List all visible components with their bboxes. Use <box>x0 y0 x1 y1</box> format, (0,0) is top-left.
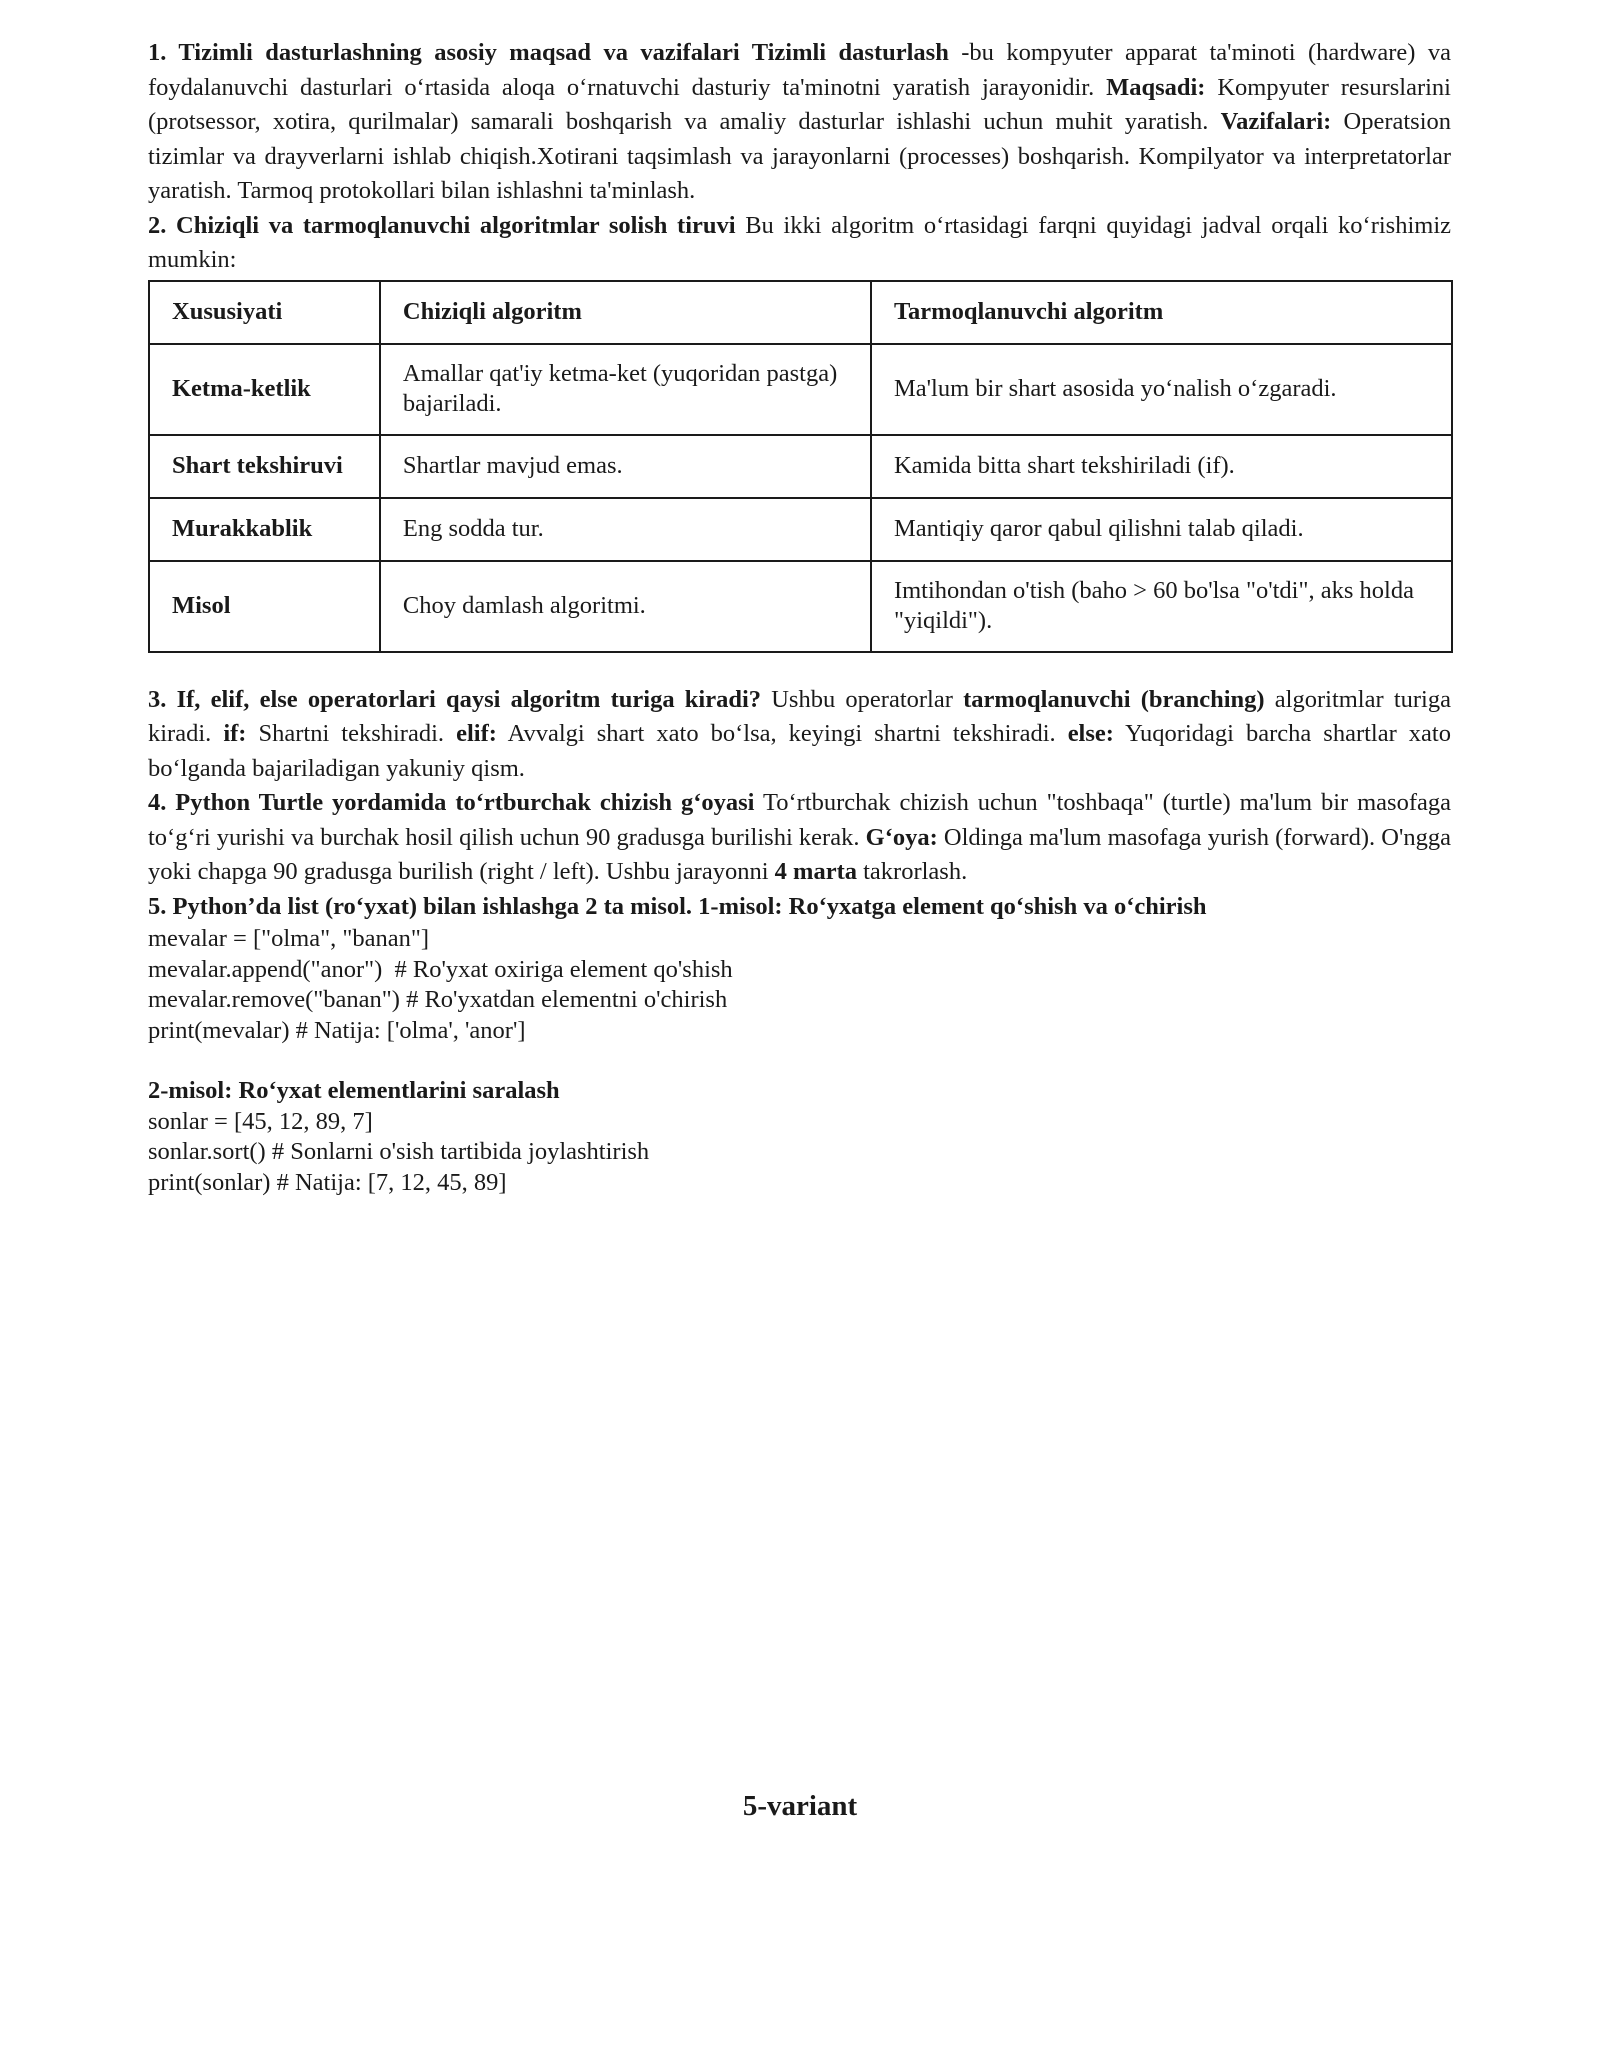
section-1-heading: 1. Tizimli dasturlashning asosiy maqsad va vazifalari Tizimli dasturlash <box>148 39 949 66</box>
table-row <box>149 498 1452 561</box>
table-cell: Mantiqiy qaror qabul qilishni talab qiladi. <box>871 498 1452 561</box>
table-header-cell: Xususiyati <box>149 281 380 344</box>
code-line: print(sonlar) # Natija: [7, 12, 45, 89] <box>148 1168 507 1196</box>
table-cell: Imtihondan o'tish (baho > 60 bo'lsa "o'tdi", aks holda "yiqildi"). <box>871 561 1452 652</box>
code-line: print(mevalar) # Natija: ['olma', 'anor'] <box>148 1016 526 1044</box>
comparison-table <box>148 280 1453 653</box>
table-cell: Shartlar mavjud emas. <box>380 435 871 498</box>
code-line: sonlar.sort() # Sonlarni o'sish tartibida joylashtirish <box>148 1138 650 1165</box>
table-row <box>149 344 1452 435</box>
section-3-paragraph: 3. If, elif, else operatorlari qaysi algoritm turiga kiradi? Ushbu operatorlar tarmoqlanuvchi (branching) algoritmlar turiga kiradi. if: Shartni tekshiradi. elif: Avvalgi shart xato bo‘lsa, keyingi shartni tekshiradi. else: Yuqoridagi barcha shartlar xato bo‘lganda bajariladigan yakuniy qism. <box>148 685 1451 782</box>
section-3-heading: 3. If, elif, else operatorlari qaysi algoritm turiga kiradi? <box>148 685 762 713</box>
code-example-2 <box>148 1076 1451 1198</box>
table-row <box>149 561 1452 652</box>
example-2-heading: 2-misol: Ro‘yxat elementlarini saralash <box>148 1077 560 1104</box>
section-4-paragraph: 4. Python Turtle yordamida to‘rtburchak chizish g‘oyasi To‘rtburchak chizish uchun "toshbaqa" (turtle) ma'lum bir masofaga to‘g‘ri yurishi va burchak hosil qilish uchun 90 gradusga burilishi kerak. G‘oya: Oldinga ma'lum masofaga yurish (forward). O'ngga yoki chapga 90 gradusga burilish (right / left). Ushbu jarayonni 4 marta takrorlash. <box>148 789 1451 885</box>
table-cell: Murakkablik <box>149 498 380 561</box>
table-cell: Ma'lum bir shart asosida yo‘nalish o‘zgaradi. <box>871 344 1452 435</box>
table-cell: Choy damlash algoritmi. <box>380 561 871 652</box>
document-body <box>148 36 1451 1198</box>
code-example-1 <box>148 924 1451 1046</box>
table-cell: Misol <box>149 561 380 652</box>
table-row <box>149 435 1452 498</box>
table-cell: Kamida bitta shart tekshiriladi (if). <box>871 435 1452 498</box>
variant-label: 5-variant <box>742 1790 858 1822</box>
section-1-paragraph: 1. Tizimli dasturlashning asosiy maqsad va vazifalari Tizimli dasturlash -bu kompyuter apparat ta'minoti (hardware) va foydalanuvchi dasturlari o‘rtasida aloqa o‘rnatuvchi dasturiy ta'minotni yaratish jarayonidir. Maqsadi: Kompyuter resurslarini (protsessor, xotira, qurilmalar) samarali boshqarish va amaliy dasturlar ishlashi uchun muhit yaratish. Vazifalari: Operatsion tizimlar va drayverlarni ishlab chiqish.Xotirani taqsimlash va jarayonlarni (processes) boshqarish. Kompilyator va interpretatorlar yaratish. Tarmoq protokollari bilan ishlashni ta'minlash. <box>148 39 1451 204</box>
table-cell: Ketma-ketlik <box>149 344 380 435</box>
section-5-heading: 5. Python’da list (ro‘yxat) bilan ishlashga 2 ta misol. 1-misol: Ro‘yxatga element qo‘shish va o‘chirish <box>148 892 1207 920</box>
table-cell: Amallar qat'iy ketma-ket (yuqoridan pastga) bajariladi. <box>380 344 871 435</box>
code-line: mevalar = ["olma", "banan"] <box>148 925 430 952</box>
spacer <box>148 1046 1451 1076</box>
table-header-row <box>149 281 1452 344</box>
table-header-cell: Tarmoqlanuvchi algoritm <box>871 281 1452 344</box>
section-2-heading: 2. Chiziqli va tarmoqlanuvchi algoritmlar solish tiruvi <box>148 211 736 239</box>
table-cell: Eng sodda tur. <box>380 498 871 561</box>
section-4-heading: 4. Python Turtle yordamida to‘rtburchak chizish g‘oyasi <box>148 789 755 816</box>
code-line: mevalar.remove("banan") # Ro'yxatdan elementni o'chirish <box>148 986 728 1013</box>
section-2-paragraph: 2. Chiziqli va tarmoqlanuvchi algoritmlar solish tiruvi Bu ikki algoritm o‘rtasidagi farqni quyidagi jadval orqali ko‘rishimiz mumkin: <box>148 211 1451 273</box>
table-header-cell: Chiziqli algoritm <box>380 281 871 344</box>
code-line: sonlar = [45, 12, 89, 7] <box>148 1107 373 1135</box>
code-line: mevalar.append("anor") # Ro'yxat oxiriga element qo'shish <box>148 955 733 983</box>
table-cell: Shart tekshiruvi <box>149 435 380 498</box>
